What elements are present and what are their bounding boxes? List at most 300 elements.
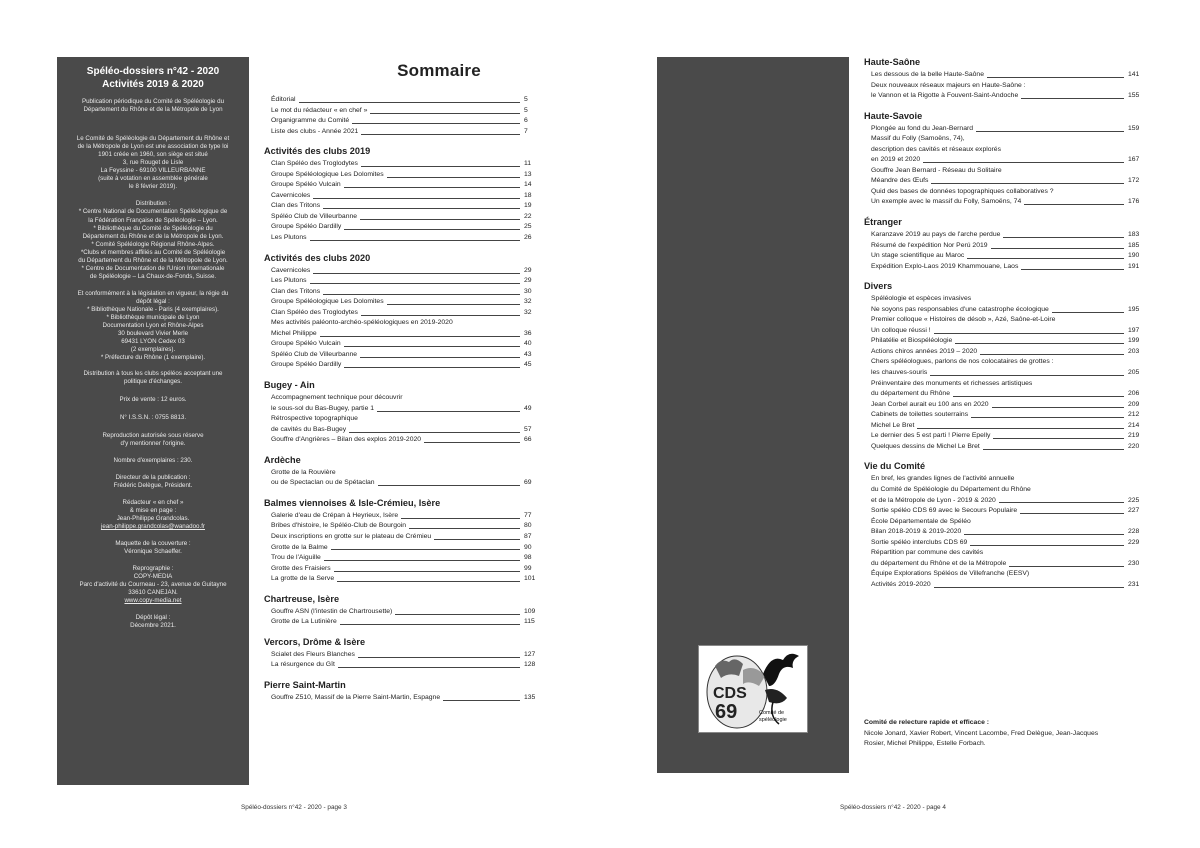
section-heading: Étranger xyxy=(864,217,902,228)
logo-69-text: 69 xyxy=(715,701,738,723)
toc-entry-label: Chers spéléologues, parlons de nos colocataires de grottes : xyxy=(871,358,1054,366)
toc-entry[interactable] xyxy=(271,329,544,340)
leader-line xyxy=(344,187,520,188)
toc-entry-page: 5 xyxy=(524,96,528,103)
section-heading: Haute-Savoie xyxy=(864,110,923,121)
toc-entry[interactable] xyxy=(271,159,544,170)
toc-entry-label: Scialet des Fleurs Blanches xyxy=(271,650,355,658)
toc-entry-page: 190 xyxy=(1128,252,1140,260)
toc-entry-label: La résurgence du Gît xyxy=(271,661,335,669)
text-line: Parc d'activité du Courneau - 23, avenue de Guitayne xyxy=(79,581,227,589)
toc-entry[interactable] xyxy=(271,350,544,361)
text-line: Publication périodique du Comité de Spéléologie du xyxy=(81,98,225,105)
leader-line xyxy=(999,502,1124,503)
page-footer-left: Spéléo-dossiers n°42 - 2020 - page 3 xyxy=(241,804,347,811)
toc-section xyxy=(264,95,544,137)
toc-entry[interactable] xyxy=(271,404,544,415)
toc-entry-label: Mes activités paléonto-archéo-spéléologiques en 2019-2020 xyxy=(271,319,453,327)
toc-entry[interactable] xyxy=(271,339,544,350)
text-line: Nicole Jonard, Xavier Robert, Vincent Lacombe, Fred Delègue, Jean-Jacques xyxy=(864,729,1099,737)
text-line: Et conformément à la législation en vigueur, la régie du xyxy=(77,289,229,297)
section-heading: Activités des clubs 2020 xyxy=(264,252,371,263)
toc-section xyxy=(264,498,544,585)
toc-entry-page: 155 xyxy=(1128,92,1140,100)
text-line: 33610 CANEJAN. xyxy=(128,589,178,597)
leader-line xyxy=(340,624,520,625)
leader-line xyxy=(923,162,1124,163)
toc-entry-page: 229 xyxy=(1128,538,1140,546)
toc-entry-page: 26 xyxy=(524,234,532,242)
toc-entry[interactable] xyxy=(871,294,1148,305)
toc-entry[interactable] xyxy=(871,81,1148,92)
toc-entries xyxy=(264,393,544,446)
leader-line xyxy=(337,581,520,582)
toc-entry[interactable] xyxy=(271,106,544,117)
toc-entry-label: Groupe Spéléo Dardilly xyxy=(271,361,342,369)
text-line: (suite à votation en assemblée générale xyxy=(98,175,208,183)
leader-line xyxy=(971,417,1124,418)
toc-entry-page: 11 xyxy=(524,160,532,168)
text-line: Véronique Schaeffer. xyxy=(124,547,182,555)
section-heading: Ardèche xyxy=(264,454,301,465)
text-line: La Feyssine - 69100 VILLEURBANNE xyxy=(100,167,206,175)
leader-line xyxy=(1021,98,1124,99)
masthead-distribution xyxy=(63,200,243,280)
toc-entries xyxy=(264,159,544,243)
toc-entry-label: Bribes d'histoire, le Spéléo-Club de Bourgoin xyxy=(271,522,407,530)
toc-entry-page: 176 xyxy=(1128,198,1140,206)
toc-entry[interactable] xyxy=(271,308,544,319)
leader-line xyxy=(323,294,520,295)
toc-entry-label: Cavernicoles xyxy=(271,191,311,199)
toc-entry-label: Gouffre d'Angrières – Bilan des explos 2019-2020 xyxy=(271,436,422,444)
toc-entry[interactable] xyxy=(271,127,544,138)
toc-entry-page: 167 xyxy=(1128,156,1140,164)
masthead-reproduction xyxy=(63,432,243,448)
toc-entry-label: Spéléo Club de Villeurbanne xyxy=(271,212,358,220)
text-line: Rosier, Michel Philippe, Estelle Forbach. xyxy=(864,740,986,747)
leader-line xyxy=(331,549,520,550)
toc-entry[interactable] xyxy=(871,241,1148,252)
leader-line xyxy=(324,560,520,561)
toc-entry[interactable] xyxy=(271,201,544,212)
toc-entry[interactable] xyxy=(271,170,544,181)
toc-entry[interactable] xyxy=(271,318,544,329)
toc-entry[interactable] xyxy=(271,393,544,404)
masthead-club-distribution xyxy=(63,370,243,386)
toc-entry-label: Activités 2019-2020 xyxy=(871,580,931,588)
text-line: Documentation Lyon et Rhône-Alpes xyxy=(102,322,204,330)
toc-entry-label: Galerie d'eau de Crépan à Heyrieux, Isère xyxy=(271,511,399,519)
toc-entry[interactable] xyxy=(871,336,1148,347)
toc-entry-label: Sortie spéléo interclubs CDS 69 xyxy=(871,538,968,546)
toc-entry-label: Répartition par commune des cavités xyxy=(871,549,984,557)
section-heading: Bugey - Ain xyxy=(264,380,315,391)
toc-entry[interactable] xyxy=(871,506,1148,517)
toc-entries xyxy=(864,70,1148,102)
text-line: Distribution à tous les clubs spéléos acceptant une xyxy=(83,370,223,378)
masthead-issn: N° I.S.S.N. : 0755 8813. xyxy=(119,414,187,422)
toc-entry-label: Jean Corbel aurait eu 100 ans en 2020 xyxy=(871,400,989,408)
toc-entry-label: Actions chiros années 2019 – 2020 xyxy=(871,347,978,355)
toc-entry-label: Michel Philippe xyxy=(271,329,317,337)
toc-entry[interactable] xyxy=(871,326,1148,337)
toc-entry-page: 36 xyxy=(524,329,532,337)
toc-entry[interactable] xyxy=(271,553,544,564)
toc-section xyxy=(264,380,544,446)
toc-entry-label: Les Plutons xyxy=(271,277,307,285)
toc-entry-page: 172 xyxy=(1128,177,1140,185)
leader-line xyxy=(361,166,520,167)
toc-entry[interactable] xyxy=(271,222,544,233)
text-line: * Centre de Documentation de l'Union Internationale xyxy=(81,264,225,272)
toc-entry-label: les chauves-souris xyxy=(871,369,928,377)
text-line: Décembre 2021. xyxy=(130,622,176,630)
toc-entry[interactable] xyxy=(271,607,544,618)
toc-entry-page: 29 xyxy=(524,277,532,285)
toc-entry[interactable] xyxy=(271,660,544,671)
toc-entry[interactable] xyxy=(871,442,1148,453)
toc-entry[interactable] xyxy=(271,574,544,585)
masthead-title xyxy=(63,66,243,91)
logo-cds-text: CDS xyxy=(713,685,747,702)
toc-entry-label: Organigramme du Comité xyxy=(271,117,350,125)
toc-entries xyxy=(264,266,544,371)
text-line: * Préfecture du Rhône (1 exemplaire). xyxy=(100,354,206,362)
toc-entry[interactable] xyxy=(271,276,544,287)
leader-line xyxy=(424,442,520,443)
toc-entry[interactable] xyxy=(871,389,1148,400)
toc-entry[interactable] xyxy=(271,532,544,543)
toc-entry-page: 45 xyxy=(524,361,532,369)
toc-entry[interactable] xyxy=(871,517,1148,528)
toc-entry-page: 203 xyxy=(1128,347,1140,355)
svg-text:spéléologie: spéléologie xyxy=(759,717,787,723)
toc-entry[interactable] xyxy=(871,315,1148,326)
copy-media-link[interactable]: www.copy-media.net xyxy=(124,597,182,605)
right-page xyxy=(600,0,1200,848)
toc-entries xyxy=(264,511,544,585)
toc-entry-label: Expédition Explo-Laos 2019 Khammouane, Laos xyxy=(871,262,1019,270)
text-line: de Spéléologie – La Chaux-de-Fonds, Suisse. xyxy=(89,272,217,280)
toc-entry[interactable] xyxy=(871,538,1148,549)
leader-line xyxy=(409,528,520,529)
toc-entry[interactable] xyxy=(271,191,544,202)
cds69-logo xyxy=(698,645,808,733)
toc-entry-label: description des cavités et réseaux explorés xyxy=(871,145,1001,153)
toc-entry[interactable] xyxy=(871,379,1148,390)
text-line: 30 boulevard Vivier Merle xyxy=(117,330,189,338)
leader-line xyxy=(1024,204,1124,205)
section-heading: Balmes viennoises & Isle-Crémieu, Isère xyxy=(264,497,441,508)
toc-entry[interactable] xyxy=(271,266,544,277)
toc-entry-label: Le dernier des 5 est parti ! Pierre Epelly xyxy=(871,432,991,440)
toc-entry[interactable] xyxy=(271,478,544,489)
toc-entry[interactable] xyxy=(871,176,1148,187)
toc-entry-page: 115 xyxy=(524,618,535,626)
logo-subtitle: Comité de xyxy=(759,710,785,716)
leader-line xyxy=(310,283,520,284)
toc-entry[interactable] xyxy=(271,233,544,244)
toc-entry[interactable] xyxy=(871,230,1148,241)
text-line: Maquette de la couverture : xyxy=(115,539,191,547)
toc-entry[interactable] xyxy=(271,435,544,446)
toc-entry[interactable] xyxy=(871,580,1148,591)
leader-line xyxy=(338,667,520,668)
text-line: le 8 février 2019). xyxy=(128,183,178,191)
toc-entries xyxy=(864,294,1148,452)
masthead-intro xyxy=(63,98,243,114)
toc-entry-label: Un exemple avec le massif du Folly, Samoëns, 74 xyxy=(871,198,1022,206)
toc-entry[interactable] xyxy=(271,564,544,575)
toc-entry[interactable] xyxy=(271,511,544,522)
toc-entry[interactable] xyxy=(871,527,1148,538)
leader-line xyxy=(992,407,1124,408)
toc-entry[interactable] xyxy=(871,496,1148,507)
text-line: * Comité Spéléologie Régional Rhône-Alpes. xyxy=(91,240,215,248)
toc-entry[interactable] xyxy=(871,91,1148,102)
toc-entry-page: 183 xyxy=(1128,231,1140,239)
toc-entry-label: Quelques dessins de Michel Le Bret xyxy=(871,442,980,450)
leader-line xyxy=(361,134,520,135)
toc-entry-page: 220 xyxy=(1128,442,1140,450)
text-line: 69431 LYON Cedex 03 xyxy=(121,338,185,346)
toc-entry[interactable] xyxy=(871,262,1148,273)
toc-entry[interactable] xyxy=(871,548,1148,559)
toc-entry[interactable] xyxy=(871,197,1148,208)
toc-entry-label: Le mot du rédacteur « en chef » xyxy=(271,106,368,114)
toc-entry-label: La grotte de la Serve xyxy=(271,575,335,583)
toc-entry[interactable] xyxy=(871,410,1148,421)
leader-line xyxy=(443,700,520,701)
toc-entry[interactable] xyxy=(271,116,544,127)
toc-entry[interactable] xyxy=(871,166,1148,177)
text-line: Reprographie : xyxy=(132,565,174,573)
leader-line xyxy=(344,367,520,368)
text-line: politique d'échanges. xyxy=(124,378,182,386)
toc-entry-label: Grotte de La Lutinière xyxy=(271,618,337,626)
toc-entry-page: 128 xyxy=(524,661,536,669)
toc-entries xyxy=(864,230,1148,272)
toc-entry[interactable] xyxy=(871,134,1148,145)
toc-entry[interactable] xyxy=(271,521,544,532)
toc-entry-page: 40 xyxy=(524,340,532,348)
toc-entry[interactable] xyxy=(871,347,1148,358)
toc-entry-label: Cavernicoles xyxy=(271,266,311,274)
toc-section xyxy=(264,637,544,671)
text-line: Dépôt légal : xyxy=(135,614,171,622)
toc-sections xyxy=(264,95,544,703)
leader-line xyxy=(967,258,1124,259)
toc-entry-label: du Comité de Spéléologie du Département du Rhône xyxy=(871,485,1031,493)
leader-line xyxy=(349,432,520,433)
leader-line xyxy=(934,587,1124,588)
toc-entry[interactable] xyxy=(271,543,544,554)
toc-sections xyxy=(864,57,1148,590)
leader-line xyxy=(323,208,520,209)
toc-entry-label: Groupe Spéléo Dardilly xyxy=(271,223,342,231)
leader-line xyxy=(310,240,520,241)
leader-line xyxy=(320,336,520,337)
toc-entry-page: 99 xyxy=(524,564,532,572)
toc-entry[interactable] xyxy=(871,474,1148,485)
toc-entry-page: 209 xyxy=(1128,400,1140,408)
leader-line xyxy=(361,315,520,316)
text-line: * Bibliothèque municipale de Lyon xyxy=(106,314,200,322)
toc-entry[interactable] xyxy=(871,155,1148,166)
toc-entry-label: Deux nouveaux réseaux majeurs en Haute-Saône : xyxy=(871,81,1026,89)
toc-entry-label: Quid des bases de données topographiques collaboratives ? xyxy=(871,187,1054,195)
toc-entries xyxy=(264,468,544,489)
text-line: Frédéric Delègue, Président. xyxy=(113,481,193,489)
toc-entry[interactable] xyxy=(271,297,544,308)
toc-entry-page: 14 xyxy=(524,181,532,189)
toc-entry-label: En bref, les grandes lignes de l'activité annuelle xyxy=(871,475,1015,483)
toc-entry-label: École Départementale de Spéléo xyxy=(871,517,971,525)
toc-entry[interactable] xyxy=(871,145,1148,156)
toc-entry-label: du département du Rhône xyxy=(871,390,950,398)
text-line: Distribution : xyxy=(135,200,171,208)
leader-line xyxy=(344,346,520,347)
toc-entry[interactable] xyxy=(271,95,544,106)
toc-entry[interactable] xyxy=(871,431,1148,442)
toc-entry[interactable] xyxy=(871,569,1148,580)
toc-entry[interactable] xyxy=(871,485,1148,496)
toc-entry[interactable] xyxy=(271,414,544,425)
section-heading: Vie du Comité xyxy=(864,461,926,472)
toc-entry[interactable] xyxy=(271,617,544,628)
leader-line xyxy=(1020,513,1124,514)
text-line: Spéléo-dossiers n°42 - 2020 xyxy=(86,66,220,77)
toc-entry-label: Sortie spéléo CDS 69 avec le Secours Populaire xyxy=(871,507,1018,515)
toc-entry-page: 18 xyxy=(524,191,532,199)
toc-entry-page: 66 xyxy=(524,436,532,444)
toc-entry-label: Groupe Spéléologique Les Dolomites xyxy=(271,170,384,178)
toc-entry[interactable] xyxy=(271,468,544,479)
toc-entry-page: 230 xyxy=(1128,559,1140,567)
leader-line xyxy=(970,545,1124,546)
leader-line xyxy=(358,657,520,658)
toc-entry[interactable] xyxy=(271,180,544,191)
toc-entry-label: Résumé de l'expédition Nor Perú 2019 xyxy=(871,241,988,249)
section-heading: Chartreuse, Isère xyxy=(264,593,340,604)
toc-entry[interactable] xyxy=(271,693,544,704)
masthead-editor xyxy=(63,499,243,531)
leader-line xyxy=(1021,269,1124,270)
text-line: *Clubs et membres affiliés au Comité de Spéléologie xyxy=(80,248,226,256)
text-line: Le Comité de Spéléologie du Département du Rhône et xyxy=(76,135,230,143)
toc-entry-label: Karanzave 2019 au pays de l'arche perdue xyxy=(871,231,1001,239)
leader-line xyxy=(313,273,520,274)
section-heading: Haute-Saône xyxy=(864,57,921,67)
toc-entry-page: 197 xyxy=(1128,326,1140,334)
toc-entry[interactable] xyxy=(271,360,544,371)
leader-line xyxy=(334,571,520,572)
toc-entry-page: 25 xyxy=(524,223,532,231)
text-line: du Département du Rhône et de la Métropole de Lyon. xyxy=(78,256,228,264)
toc-entry[interactable] xyxy=(871,251,1148,262)
toc-entry-label: Préinventaire des monuments et richesses artistiques xyxy=(871,379,1033,387)
toc-section xyxy=(864,217,1148,272)
leader-line xyxy=(976,131,1124,132)
leader-line xyxy=(370,113,520,114)
toc-entry[interactable] xyxy=(871,305,1148,316)
masthead-legal-deposit xyxy=(63,290,243,362)
leader-line xyxy=(360,357,520,358)
text-line: la Fédération Française de Spéléologie – Lyon. xyxy=(88,216,218,224)
masthead-price: Prix de vente : 12 euros. xyxy=(119,396,187,404)
cds69-logo-icon xyxy=(699,646,807,732)
toc-entry-label: Plongée au fond du Jean-Bernard xyxy=(871,124,974,132)
toc-entry-page: 5 xyxy=(524,106,528,114)
toc-entry-label: le Vannon et la Rigotte à Fouvent-Saint-Andoche xyxy=(871,92,1019,100)
toc-entry-label: Premier colloque « Histoires de désob », Azé, Saône-et-Loire xyxy=(871,316,1056,324)
page-title: Sommaire xyxy=(397,61,481,80)
toc-section xyxy=(264,253,544,371)
toc-entry-page: 43 xyxy=(524,350,532,358)
section-heading: Divers xyxy=(864,281,893,292)
toc-entry[interactable] xyxy=(871,400,1148,411)
leader-line xyxy=(360,219,520,220)
toc-entry[interactable] xyxy=(271,212,544,223)
toc-entry[interactable] xyxy=(871,368,1148,379)
toc-entry-label: Méandre des Œufs xyxy=(871,177,929,185)
toc-entry-page: 206 xyxy=(1128,390,1140,398)
leader-line xyxy=(917,428,1124,429)
toc-entry-label: Accompagnement technique pour découvrir xyxy=(271,394,403,402)
toc-entry-label: Gouffre Z510, Massif de la Pierre Saint-Martin, Espagne xyxy=(271,693,441,701)
toc-entry[interactable] xyxy=(871,421,1148,432)
text-line: dépôt légal : xyxy=(136,297,170,305)
toc-entry[interactable] xyxy=(271,425,544,436)
leader-line xyxy=(934,333,1124,334)
toc-entry[interactable] xyxy=(871,357,1148,368)
leader-line xyxy=(387,304,520,305)
toc-section xyxy=(264,455,544,489)
table-of-contents-right xyxy=(864,57,1148,590)
editor-email-link[interactable]: jean-philippe.grandcolas@wanadoo.fr xyxy=(101,522,205,530)
toc-entry-page: 6 xyxy=(524,117,528,125)
toc-entries xyxy=(264,693,544,704)
leader-line xyxy=(953,396,1124,397)
leader-line xyxy=(991,248,1124,249)
toc-entry-label: Trou de l'Aiguille xyxy=(271,554,321,562)
toc-entry[interactable] xyxy=(871,187,1148,198)
toc-entry[interactable] xyxy=(871,124,1148,135)
toc-entry[interactable] xyxy=(871,559,1148,570)
toc-entry[interactable] xyxy=(871,70,1148,81)
toc-entry[interactable] xyxy=(271,650,544,661)
toc-entry-page: 199 xyxy=(1128,337,1140,345)
text-line: Rédacteur « en chef » xyxy=(122,498,184,506)
toc-entry[interactable] xyxy=(271,287,544,298)
text-line: 3, rue Rouget de Lisle xyxy=(122,159,184,167)
toc-entry-page: 227 xyxy=(1128,507,1140,515)
leader-line xyxy=(387,177,520,178)
text-line: Département du Rhône et de la Métropole de Lyon xyxy=(83,106,223,114)
toc-entry-label: Ne soyons pas responsables d'une catastrophe écologique xyxy=(871,305,1049,313)
toc-entry-label: Groupe Spéléologique Les Dolomites xyxy=(271,298,384,306)
leader-line xyxy=(1052,312,1124,313)
toc-entry-label: Deux inscriptions en grotte sur le plateau de Crémieu xyxy=(271,532,432,540)
leader-line xyxy=(313,198,520,199)
leader-line xyxy=(378,485,520,486)
text-line: Jean-Philippe Grandcolas. xyxy=(116,514,190,522)
toc-entry-page: 32 xyxy=(524,308,532,316)
section-heading: Vercors, Drôme & Isère xyxy=(264,636,366,647)
toc-entry-page: 228 xyxy=(1128,528,1140,536)
toc-entry-label: ou de Spectaclan ou de Spétaclan xyxy=(271,479,375,487)
